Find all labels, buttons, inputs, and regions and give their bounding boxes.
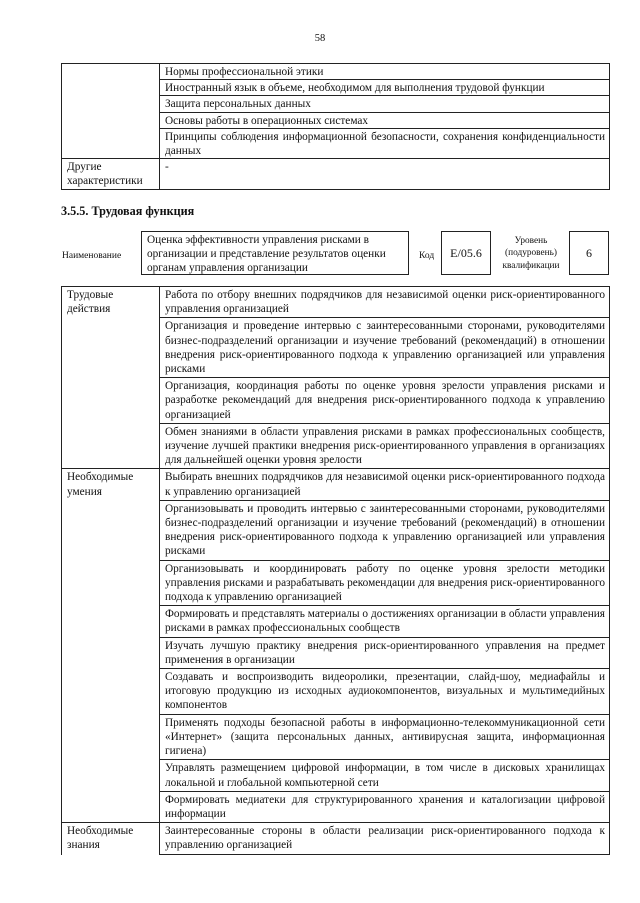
table-cell: Нормы профессиональной этики — [160, 64, 610, 80]
function-name-box: Оценка эффективности управления рисками в организации и представление результатов оценки органам управления организации — [141, 231, 409, 275]
table-cell: Управлять размещением цифровой информации, в том числе в дисковых хранилищах локальной и глобальной компьютерной сети — [160, 760, 610, 791]
table-label-cell — [62, 64, 160, 159]
table-cell: Применять подходы безопасной работы в информационно-телекоммуникационной сети «Интернет» (защита персональных данных, антивирусная защита, информационная гигиена) — [160, 714, 610, 760]
table-cell: Заинтересованные стороны в области реализации риск-ориентированного подхода к управлению организацией — [160, 823, 610, 854]
table-cell: Принципы соблюдения информационной безопасности, сохранения конфиденциальности данных — [160, 128, 610, 158]
table-label-cell: Необходимые умения — [62, 469, 160, 823]
table-cell: Обмен знаниями в области управления рисками в рамках профессиональных сообществ, изучение лучшей практики внедрения риск-ориентированного управления в организациях для дальнейшей оценки уровня зрелости — [160, 423, 610, 469]
function-code-box: E/05.6 — [441, 231, 491, 275]
table-cell: - — [160, 159, 610, 189]
table-cell: Работа по отбору внешних подрядчиков для независимой оценки риск-ориентированного управления организацией — [160, 287, 610, 318]
table-row — [62, 64, 610, 80]
table-label-cell: Необходимые знания — [62, 823, 160, 854]
name-label: Наименование — [62, 251, 122, 261]
table-cell: Организация и проведение интервью с заинтересованными сторонами, руководителями бизнес-подразделений организации и изучение требований (рекомендаций) в отношении внедрения риск-ориентированного подхода к управлению организацией или управления рисками — [160, 318, 610, 378]
table-row — [62, 159, 610, 189]
table-cell: Организовывать и координировать работу по оценке уровня зрелости методики управления рисками и разрабатывать рекомендации для внедрения риск-ориентированного подхода к управлению организацией — [160, 560, 610, 606]
table-cell: Формировать медиатеки для структурированного хранения и каталогизации цифровой информации — [160, 791, 610, 822]
table-row — [62, 823, 610, 854]
table-cell: Основы работы в операционных системах — [160, 112, 610, 128]
table-cell: Защита персональных данных — [160, 96, 610, 112]
code-label: Код — [419, 251, 435, 261]
page-number: 58 — [314, 33, 326, 44]
section-heading: 3.5.5. Трудовая функция — [61, 204, 195, 218]
table-cell: Изучать лучшую практику внедрения риск-ориентированного управления на предмет применения в организации — [160, 637, 610, 668]
table-cell: Организовывать и проводить интервью с заинтересованными сторонами, руководителями бизнес-подразделений организации и изучение требований (рекомендаций) в отношении внедрения риск-ориентированного подхода к управлению организацией или управления рисками — [160, 500, 610, 560]
table-row — [62, 287, 610, 318]
table-cell: Выбирать внешних подрядчиков для независимой оценки риск-ориентированного подхода к управлению организацией — [160, 469, 610, 500]
table-cell: Формировать и представлять материалы о достижениях организации в области управления рисками в рамках профессиональных сообществ — [160, 606, 610, 637]
table-row — [62, 469, 610, 500]
level-label: Уровень (подуровень) квалификации — [502, 236, 560, 271]
table-cell: Создавать и воспроизводить видеоролики, презентации, слайд-шоу, медиафайлы и итоговую продукцию из исходных аудиокомпонентов, визуальных и мультимедийных компонентов — [160, 669, 610, 715]
level-box: 6 — [569, 231, 609, 275]
table-label-cell: Другие характеристики — [62, 159, 160, 189]
table-cell: Иностранный язык в объеме, необходимом для выполнения трудовой функции — [160, 80, 610, 96]
continuation-table — [61, 63, 610, 190]
table-cell: Организация, координация работы по оценке уровня зрелости управления рисками и разработке рекомендаций для внедрения риск-ориентированного подхода к управлению организацией — [160, 378, 610, 424]
table-label-cell: Трудовые действия — [62, 287, 160, 469]
function-details-table — [61, 286, 610, 855]
